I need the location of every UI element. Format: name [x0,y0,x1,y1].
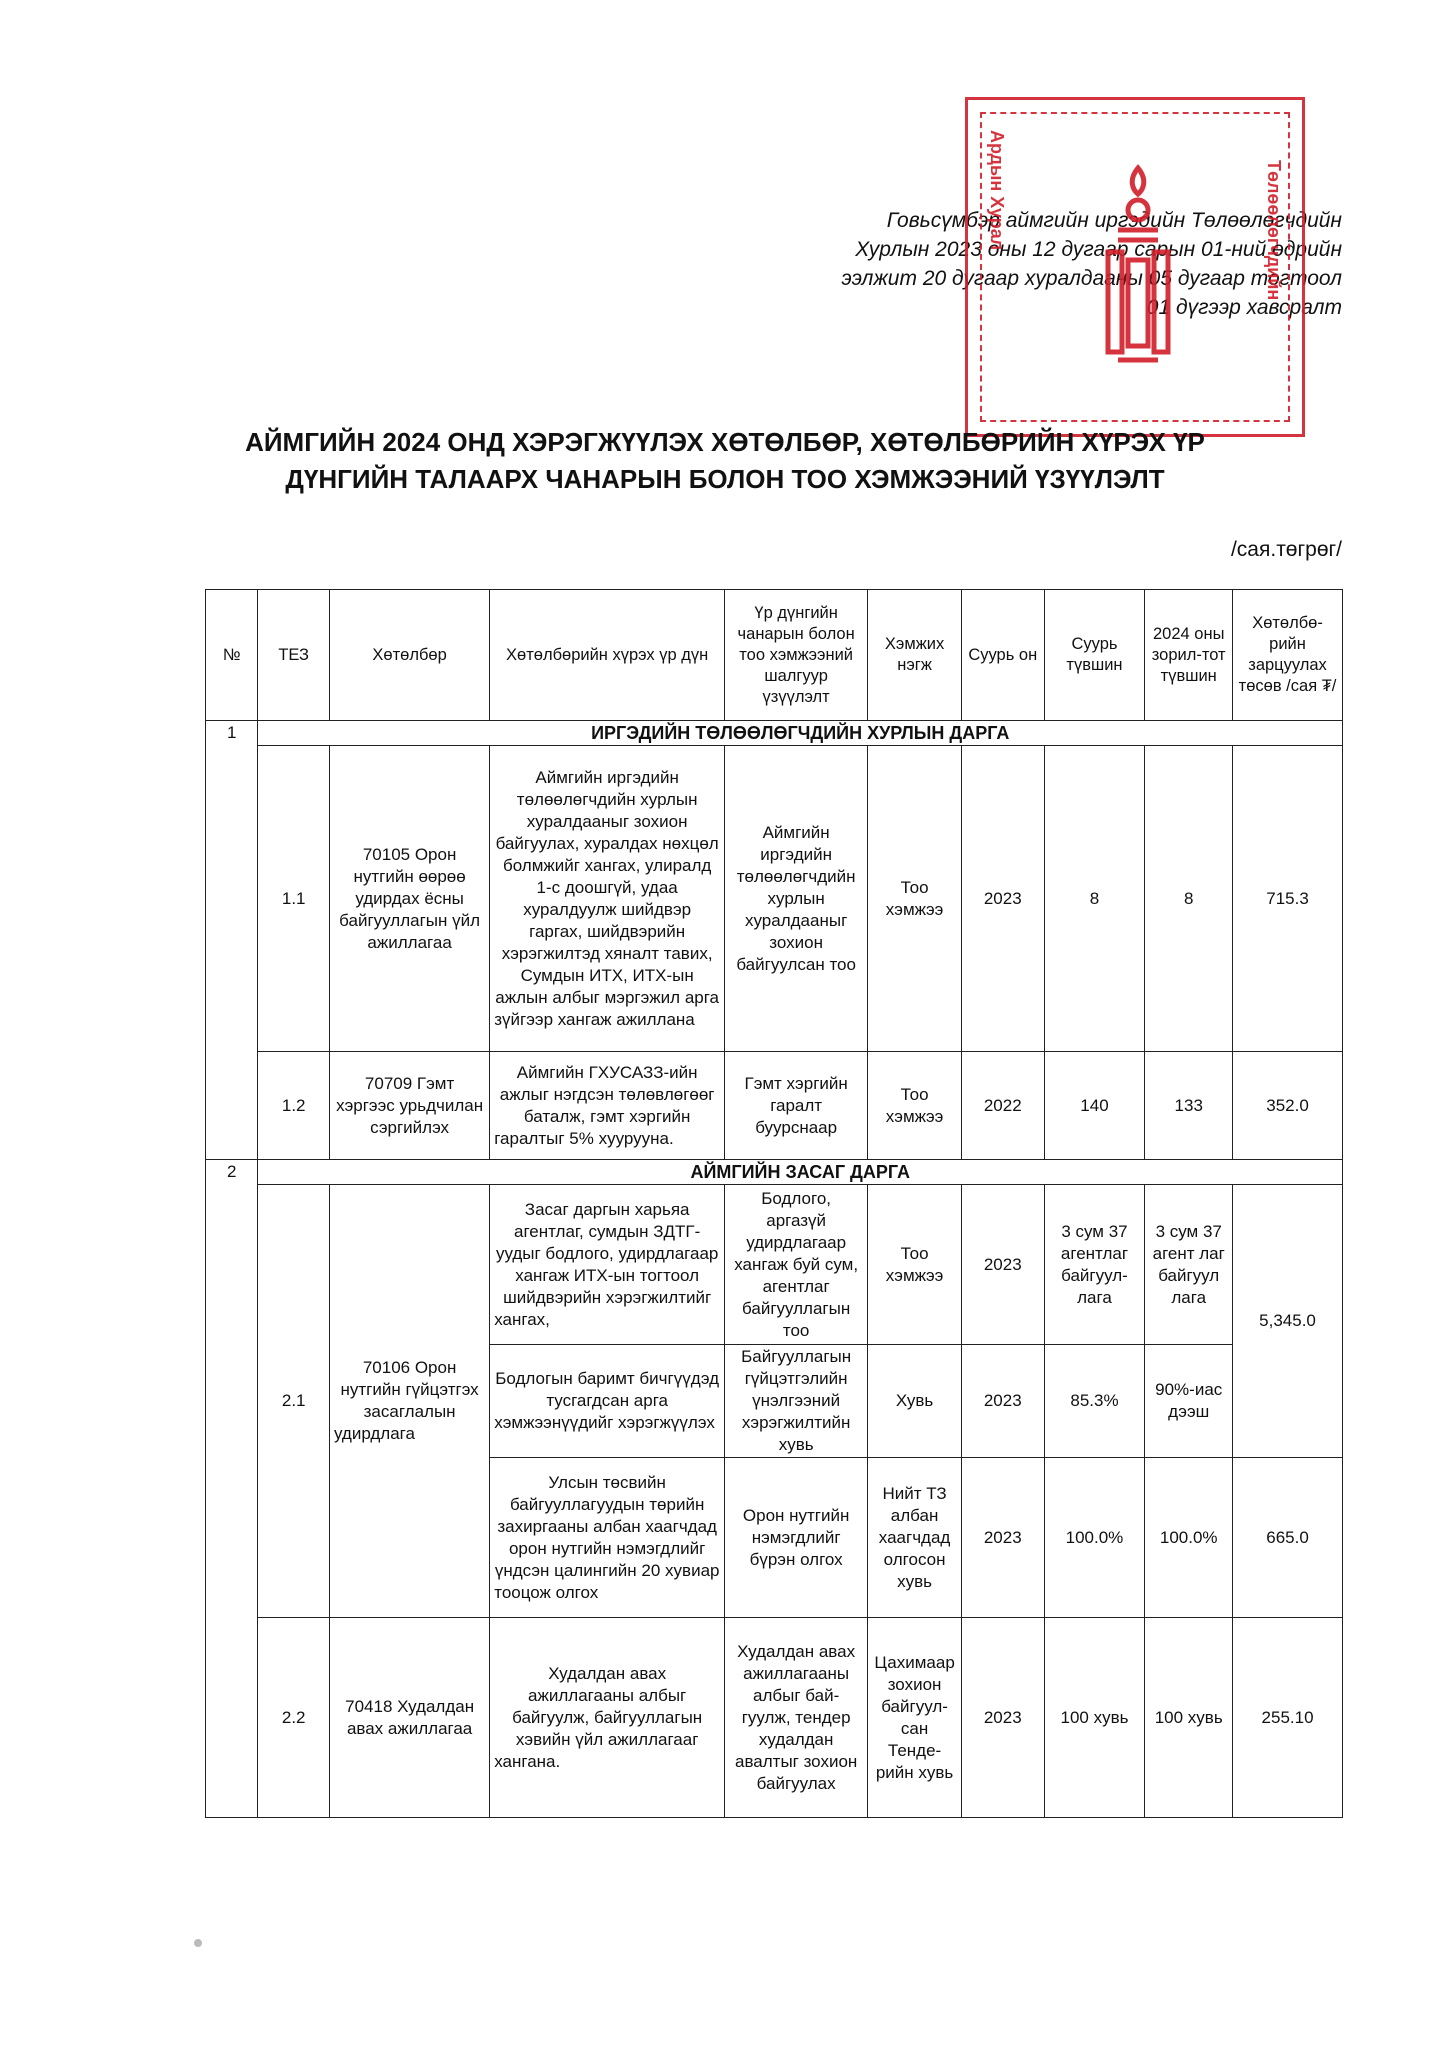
cell-base-level: 85.3% [1044,1345,1145,1458]
attachment-line: Говьсүмбэр аймгийн иргэдийн Төлөөлөгчдийн [886,209,1342,232]
cell-target: 133 [1145,1052,1233,1160]
title-line-1: АЙМГИЙН 2024 ОНД ХЭРЭГЖҮҮЛЭХ ХӨТӨЛБӨР, ХӨТӨЛБӨРИЙН ХҮРЭХ ҮР [245,427,1205,457]
cell-program: 70105 Орон нутгийн өөрөө удирдах ёсны байгууллагын үйл ажиллагаа [329,746,489,1052]
cell-program: 70709 Гэмт хэргээс урьдчилан сэргийлэх [329,1052,489,1160]
cell-budget: 5,345.0 [1233,1185,1343,1458]
cell-base-year: 2023 [961,1458,1044,1618]
col-header-unit: Хэмжих нэгж [868,590,962,721]
section-number: 2 [206,1160,258,1818]
cell-base-level: 100 хувь [1044,1618,1145,1818]
cell-base-level: 8 [1044,746,1145,1052]
attachment-line: Хурлын 2023 оны 12 дугаар сарын 01-ний өдрийн [855,238,1342,261]
cell-target: 90%-иас дээш [1145,1345,1233,1458]
section-number: 1 [206,721,258,1160]
cell-result: Аймгийн ГХУСАЗЗ-ийн ажлыг нэгдсэн төлөвлөгөөг баталж, гэмт хэргийн гаралтыг 5% хуурууна. [490,1052,725,1160]
scan-speck [194,1939,202,1947]
col-header-program: Хөтөлбөр [329,590,489,721]
attachment-line: 01 дүгээр хавсралт [1146,296,1342,319]
cell-unit: Тоо хэмжээ [868,1052,962,1160]
cell-base-level: 3 сум 37 агентлаг байгуул-лага [1044,1185,1145,1345]
cell-indicator: Худалдан авах ажиллагааны албыг бай-гуулж, тендер худалдан авалтыг зохион байгуулах [725,1618,868,1818]
cell-result: Засаг даргын харьяа агентлаг, сумдын ЗДТГ-уудыг бодлого, удирдлагаар хангаж ИТХ-ын тогтоол шийдвэрийн хэрэгжилтийг хангах, [490,1185,725,1345]
cell-result: Бодлогын баримт бичгүүдэд тусгагдсан арга хэмжээнүүдийг хэрэгжүүлэх [490,1345,725,1458]
cell-indicator: Гэмт хэргийн гаралт буурснаар [725,1052,868,1160]
table-row [206,1185,1343,1345]
cell-indicator: Орон нутгийн нэмэгдлийг бүрэн олгох [725,1458,868,1618]
title-line-2: ДҮНГИЙН ТАЛААРХ ЧАНАРЫН БОЛОН ТОО ХЭМЖЭЭНИЙ ҮЗҮҮЛЭЛТ [285,464,1165,494]
col-header-budget: Хөтөлбө-рийн зарцуулах төсөв /сая ₮/ [1233,590,1343,721]
section-title: АЙМГИЙН ЗАСАГ ДАРГА [258,1160,1343,1185]
cell-target: 3 сум 37 агент лаг байгуул лага [1145,1185,1233,1345]
document-title [180,424,1270,498]
cell-indicator: Аймгийн иргэдийн төлөөлөгчдийн хурлын хуралдааныг зохион байгуулсан тоо [725,746,868,1052]
cell-indicator: Байгууллагын гүйцэтгэлийн үнэлгээний хэрэгжилтийн хувь [725,1345,868,1458]
cell-unit: Цахимаар зохион байгуул-сан Тенде-рийн хувь [868,1618,962,1818]
table-header-row [206,590,1343,721]
col-header-base-year: Суурь он [961,590,1044,721]
section-title: ИРГЭДИЙН ТӨЛӨӨЛӨГЧДИЙН ХУРЛЫН ДАРГА [258,721,1343,746]
cell-budget: 255.10 [1233,1618,1343,1818]
cell-unit: Тоо хэмжээ [868,1185,962,1345]
table-row [206,746,1343,1052]
cell-unit: Хувь [868,1345,962,1458]
cell-indicator: Бодлого, аргазүй удирдлагаар хангаж буй сум, агентлаг байгууллагын тоо [725,1185,868,1345]
cell-unit: Нийт ТЗ албан хаагчдад олгосон хувь [868,1458,962,1618]
cell-base-year: 2023 [961,1185,1044,1345]
cell-unit: Тоо хэмжээ [868,746,962,1052]
official-stamp [965,97,1305,437]
cell-result: Худалдан авах ажиллагааны албыг байгуулж, байгууллагын хэвийн үйл ажиллагааг хангана. [490,1618,725,1818]
cell-budget: 665.0 [1233,1458,1343,1618]
cell-base-level: 140 [1044,1052,1145,1160]
col-header-tez: ТЕЗ [258,590,330,721]
cell-result: Улсын төсвийн байгууллагуудын төрийн захиргааны албан хаагчдад орон нутгийн нэмэгдлийг үндсэн цалингийн 20 хувиар тооцож олгох [490,1458,725,1618]
cell-tez: 1.2 [258,1052,330,1160]
section-row [206,1160,1343,1185]
cell-base-year: 2023 [961,746,1044,1052]
cell-target: 8 [1145,746,1233,1052]
table-row [206,1052,1343,1160]
col-header-result: Хөтөлбөрийн хүрэх үр дүн [490,590,725,721]
cell-program: 70418 Худалдан авах ажиллагаа [329,1618,489,1818]
cell-result: Аймгийн иргэдийн төлөөлөгчдийн хурлын хуралдааныг зохион байгуулах, хуралдах нөхцөл болмжийг хангах, улиралд 1-с доошгүй, удаа хуралдуулж шийдвэр гаргах, шийдвэрийн хэрэгжилтэд хяналт тавих, Сумдын ИТХ, ИТХ-ын ажлын албыг мэргэжил арга зүйгээр хангаж ажиллана [490,746,725,1052]
cell-tez: 2.1 [258,1185,330,1618]
col-header-base-level: Суурь түвшин [1044,590,1145,721]
cell-base-level: 100.0% [1044,1458,1145,1618]
stamp-side-text-left: Ардын Хурал [987,130,1007,251]
col-header-number: № [206,590,258,721]
col-header-target: 2024 оны зорил-тот түвшин [1145,590,1233,721]
section-row [206,721,1343,746]
col-header-indicator: Үр дүнгийн чанарын болон тоо хэмжээний шалгуур үзүүлэлт [725,590,868,721]
cell-tez: 1.1 [258,746,330,1052]
attachment-line: ээлжит 20 дугаар хуралдааны 05 дугаар тогтоол [841,267,1342,290]
cell-target: 100 хувь [1145,1618,1233,1818]
cell-base-year: 2023 [961,1618,1044,1818]
cell-budget: 352.0 [1233,1052,1343,1160]
table-row [206,1618,1343,1818]
program-table [205,589,1343,1818]
stamp-side-text-right: Төлөөлөгчдийн [1264,160,1284,301]
cell-program: 70106 Орон нутгийн гүйцэтгэх засаглалын удирдлага [329,1185,489,1618]
cell-base-year: 2023 [961,1345,1044,1458]
cell-budget: 715.3 [1233,746,1343,1052]
cell-tez: 2.2 [258,1618,330,1818]
cell-base-year: 2022 [961,1052,1044,1160]
soyombo-seal-icon [1088,160,1188,380]
unit-note: /сая.төгрөг/ [1230,538,1342,561]
cell-target: 100.0% [1145,1458,1233,1618]
